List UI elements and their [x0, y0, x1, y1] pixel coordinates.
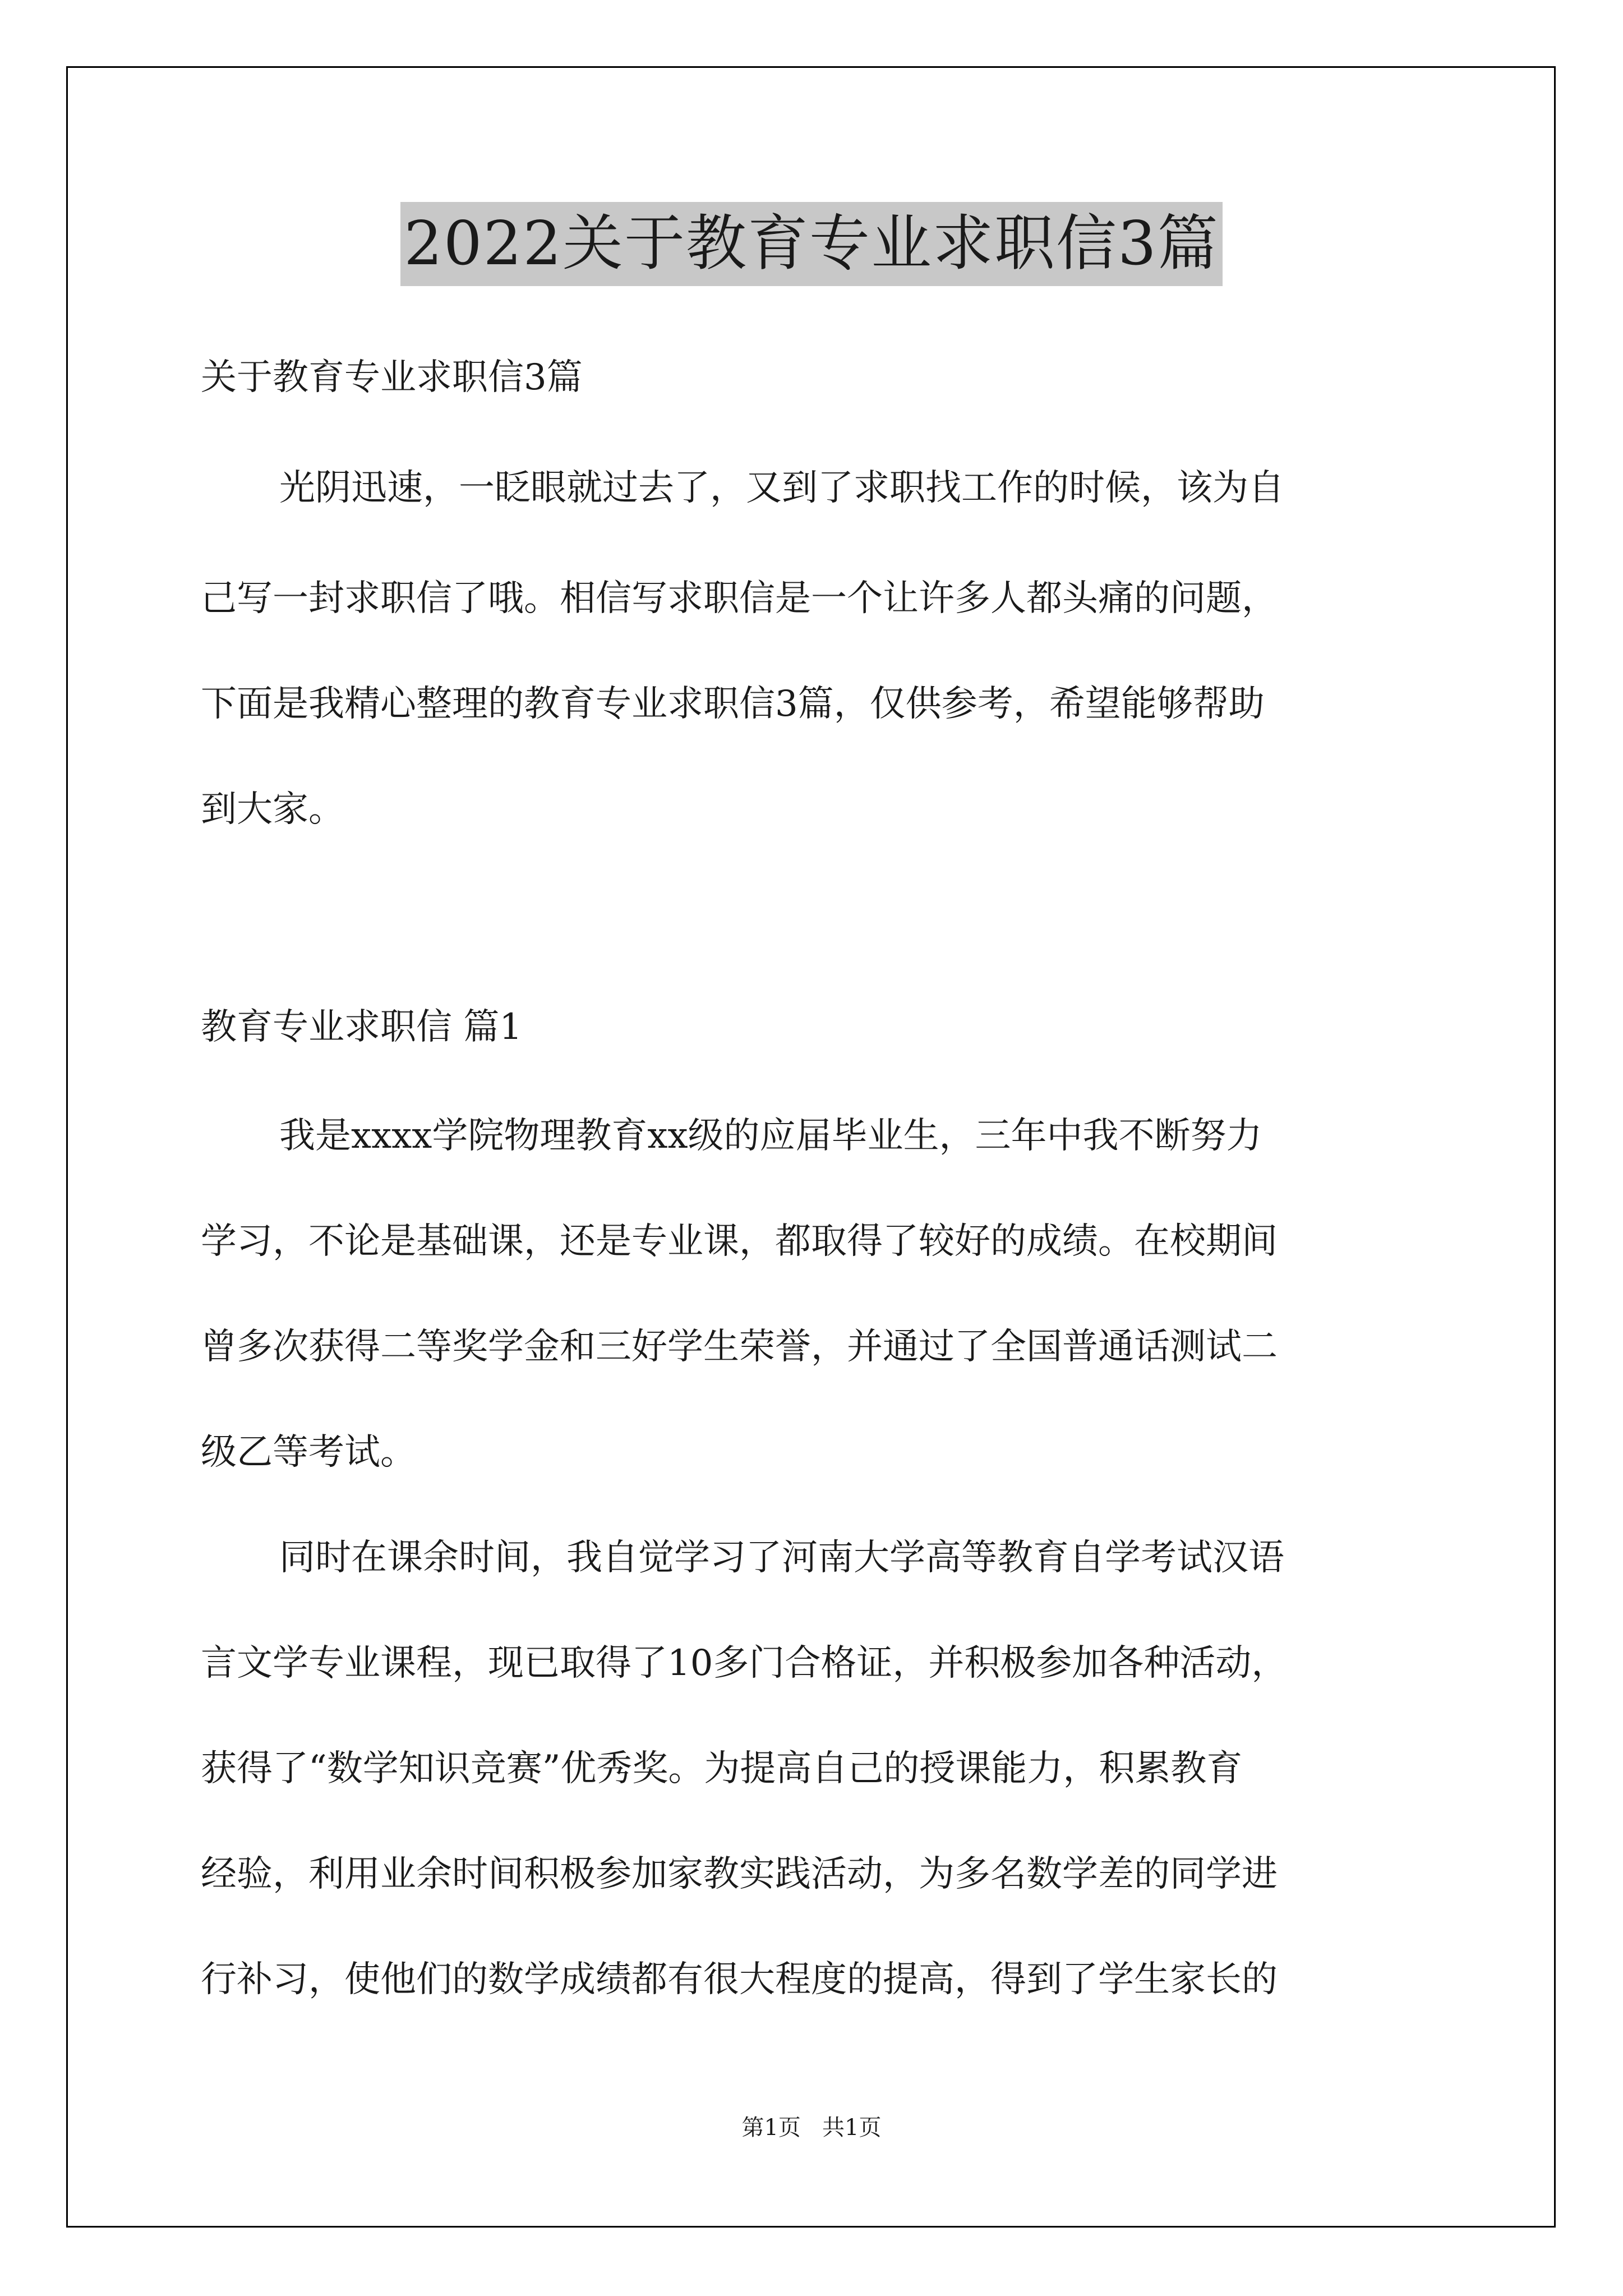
paragraph2-line-2: 言文学专业课程，现已取得了10多门合格证，并积极参加各种活动， — [201, 1642, 1288, 1684]
intro-line-4: 到大家。 — [201, 789, 344, 830]
paragraph1-line-3: 曾多次获得二等奖学金和三好学生荣誉，并通过了全国普通话测试二 — [201, 1326, 1278, 1368]
paragraph2-line-5: 行补习，使他们的数学成绩都有很大程度的提高，得到了学生家长的 — [201, 1959, 1278, 2000]
intro-line-1: 光阴迅速，一眨眼就过去了，又到了求职找工作的时候，该为自 — [279, 467, 1284, 509]
page-footer: 第1页 共1页 — [741, 2115, 882, 2141]
document-subtitle: 关于教育专业求职信3篇 — [201, 357, 583, 398]
intro-line-3: 下面是我精心整理的教育专业求职信3篇，仅供参考，希望能够帮助 — [201, 683, 1265, 725]
paragraph1-line-2: 学习，不论是基础课，还是专业课，都取得了较好的成绩。在校期间 — [201, 1221, 1278, 1262]
document-title: 2022关于教育专业求职信3篇 — [400, 202, 1223, 286]
paragraph2-line-3: 获得了“数学知识竞赛”优秀奖。为提高自己的授课能力，积累教育 — [201, 1748, 1243, 1789]
intro-line-2: 己写一封求职信了哦。相信写求职信是一个让许多人都头痛的问题， — [201, 578, 1278, 619]
title-container — [0, 202, 1623, 286]
paragraph2-line-1: 同时在课余时间，我自觉学习了河南大学高等教育自学考试汉语 — [279, 1537, 1284, 1579]
paragraph1-line-1: 我是xxxx学院物理教育xx级的应届毕业生，三年中我不断努力 — [279, 1115, 1262, 1157]
section-heading: 教育专业求职信 篇1 — [201, 1006, 523, 1048]
paragraph2-line-4: 经验，利用业余时间积极参加家教实践活动，为多名数学差的同学进 — [201, 1853, 1278, 1895]
paragraph1-line-4: 级乙等考试。 — [201, 1432, 416, 1473]
